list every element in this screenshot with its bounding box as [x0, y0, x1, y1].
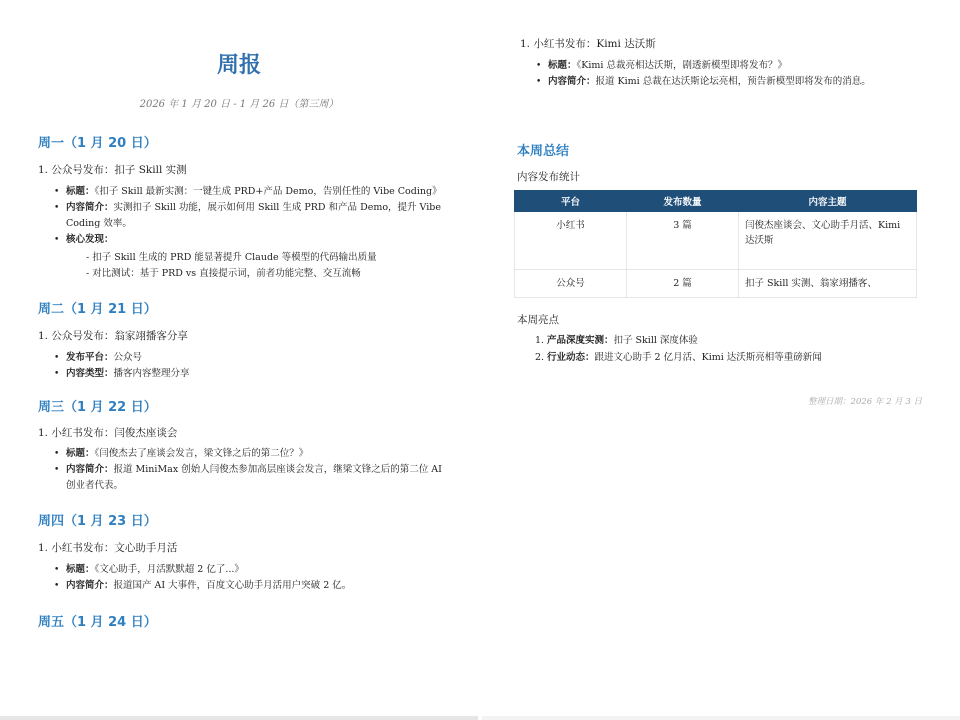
list-item: • 内容简介：实测扣子 Skill 功能，展示如何用 Skill 生成 PRD 和产品 Demo，提升 Vibe Coding 效率。 — [52, 200, 442, 232]
col-header: 发布数量 — [627, 191, 739, 212]
item-tuesday: 1. 公众号发布：翁家翊播客分享 — [38, 330, 188, 342]
sub-points-monday — [52, 250, 452, 282]
heading-thursday: 周四（1 月 23 日） — [38, 514, 157, 529]
highlights-list — [517, 332, 917, 366]
heading-tuesday: 周二（1 月 21 日） — [38, 302, 157, 317]
page-left — [0, 0, 478, 716]
list-item: • 核心发现： — [52, 232, 442, 248]
heading-wednesday: 周三（1 月 22 日） — [38, 400, 157, 415]
sub-point: - 扣子 Skill 生成的 PRD 能显著提升 Claude 等模型的代码输出质量 — [86, 252, 377, 263]
bullets-wednesday — [52, 446, 442, 494]
cell-platform: 公众号 — [515, 270, 627, 298]
stats-title: 内容发布统计 — [517, 171, 580, 183]
heading-monday: 周一（1 月 20 日） — [38, 136, 157, 151]
bullets-thursday — [52, 562, 442, 594]
table-row — [515, 212, 917, 270]
list-item: • 内容简介：报道 MiniMax 创始人闫俊杰参加高层座谈会发言，继梁文锋之后的第二位 AI 创业者代表。 — [52, 462, 442, 494]
list-item: • 标题：《扣子 Skill 最新实测：一键生成 PRD+产品 Demo，告别任性的 Vibe Coding》 — [52, 184, 442, 200]
table-row — [515, 270, 917, 298]
item-friday: 1. 小红书发布：Kimi 达沃斯 — [520, 38, 656, 50]
highlights-title: 本周亮点 — [517, 314, 559, 326]
list-item: 2. 行业动态：跟进文心助手 2 亿月活、Kimi 达沃斯亮相等重磅新闻 — [535, 352, 822, 363]
col-header: 平台 — [515, 191, 627, 212]
list-item: • 标题：《闫俊杰去了座谈会发言，梁文锋之后的第二位？》 — [52, 446, 442, 462]
cell-topics: 扣子 Skill 实测、翁家翊播客、 — [739, 270, 917, 298]
list-item: • 发布平台：公众号 — [52, 350, 442, 366]
doc-subtitle: 2026 年 1 月 20 日 - 1 月 26 日（第三周） — [139, 99, 339, 110]
bullets-monday — [52, 184, 442, 248]
item-wednesday: 1. 小红书发布：闫俊杰座谈会 — [38, 427, 178, 439]
doc-title: 周报 — [216, 53, 261, 78]
cell-count: 2 篇 — [627, 270, 739, 298]
page-bottom-edge — [0, 716, 478, 720]
list-item: • 内容简介：报道国产 AI 大事件，百度文心助手月活用户突破 2 亿。 — [52, 578, 442, 594]
table-header-row — [515, 191, 917, 212]
cell-topics: 闫俊杰座谈会、文心助手月活、Kimi 达沃斯 — [739, 212, 917, 270]
list-item: 1. 产品深度实测：扣子 Skill 深度体验 — [535, 335, 698, 346]
item-monday: 1. 公众号发布：扣子 Skill 实测 — [38, 164, 187, 176]
sub-point: - 对比测试：基于 PRD vs 直接提示词，前者功能完整、交互流畅 — [86, 268, 361, 279]
stats-table — [514, 190, 917, 298]
heading-summary: 本周总结 — [517, 144, 570, 159]
cell-platform: 小红书 — [515, 212, 627, 270]
col-header: 内容主题 — [739, 191, 917, 212]
bullets-tuesday — [52, 350, 442, 382]
list-item: • 标题：《文心助手，月活默默超 2 亿了...》 — [52, 562, 442, 578]
item-thursday: 1. 小红书发布：文心助手月活 — [38, 542, 178, 554]
page-gutter — [478, 0, 482, 720]
page-bottom-edge — [482, 716, 960, 720]
list-item: • 内容类型：播客内容整理分享 — [52, 366, 442, 382]
heading-friday: 周五（1 月 24 日） — [38, 615, 157, 630]
bullets-friday — [534, 58, 934, 90]
footer-date: 整理日期：2026 年 2 月 3 日 — [808, 397, 922, 407]
cell-count: 3 篇 — [627, 212, 739, 270]
list-item: • 标题：《Kimi 总裁亮相达沃斯，剧透新模型即将发布？》 — [534, 58, 934, 74]
list-item: • 内容简介：报道 Kimi 总裁在达沃斯论坛亮相，预告新模型即将发布的消息。 — [534, 74, 934, 90]
